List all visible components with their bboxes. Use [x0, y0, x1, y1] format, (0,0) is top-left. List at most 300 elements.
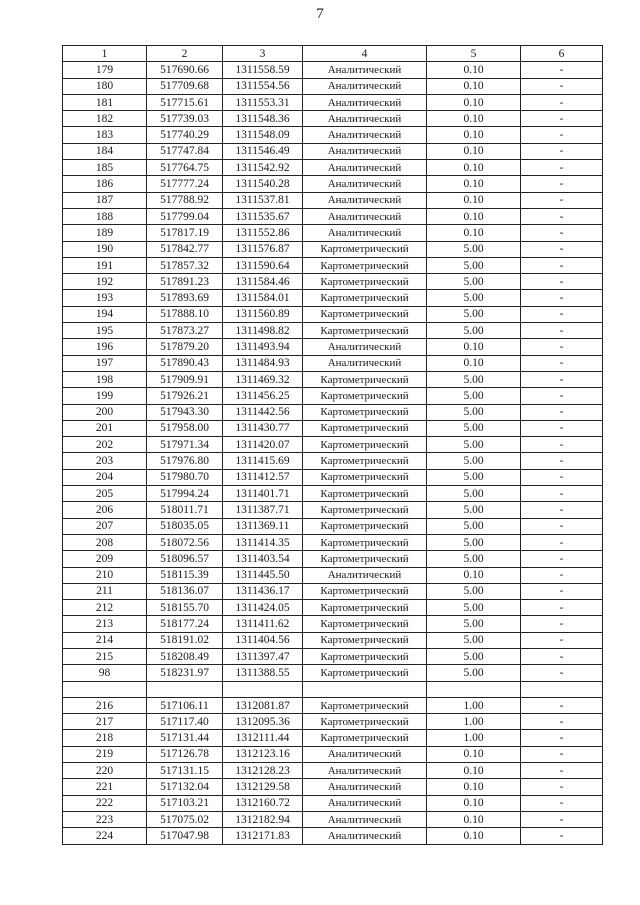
- accuracy-cell: [427, 681, 521, 697]
- y-coordinate-cell: 1311403.54: [223, 551, 303, 567]
- note-cell: -: [521, 160, 603, 176]
- note-cell: -: [521, 486, 603, 502]
- method-cell: Картометрический: [303, 323, 427, 339]
- accuracy-cell: 5.00: [427, 306, 521, 322]
- method-cell: Аналитический: [303, 143, 427, 159]
- y-coordinate-cell: 1311401.71: [223, 486, 303, 502]
- y-coordinate-cell: 1311404.56: [223, 632, 303, 648]
- table-row: [63, 176, 603, 192]
- note-cell: -: [521, 811, 603, 827]
- note-cell: -: [521, 616, 603, 632]
- table-row: [63, 779, 603, 795]
- table-row: [63, 795, 603, 811]
- table-row: [63, 306, 603, 322]
- point-number-cell: 200: [63, 404, 147, 420]
- point-number-cell: 210: [63, 567, 147, 583]
- note-cell: -: [521, 779, 603, 795]
- y-coordinate-cell: 1311456.25: [223, 388, 303, 404]
- table-row: [63, 746, 603, 762]
- table-row: [63, 420, 603, 436]
- table-row: [63, 225, 603, 241]
- point-number-cell: 180: [63, 78, 147, 94]
- table-row: [63, 583, 603, 599]
- accuracy-cell: 0.10: [427, 225, 521, 241]
- y-coordinate-cell: 1311369.11: [223, 518, 303, 534]
- accuracy-cell: 5.00: [427, 371, 521, 387]
- point-number-cell: 201: [63, 420, 147, 436]
- x-coordinate-cell: 517976.80: [147, 453, 223, 469]
- accuracy-cell: 5.00: [427, 600, 521, 616]
- point-number-cell: 207: [63, 518, 147, 534]
- accuracy-cell: 5.00: [427, 469, 521, 485]
- accuracy-cell: 0.10: [427, 192, 521, 208]
- y-coordinate-cell: 1311484.93: [223, 355, 303, 371]
- table-row: [63, 453, 603, 469]
- method-cell: Картометрический: [303, 290, 427, 306]
- note-cell: -: [521, 339, 603, 355]
- note-cell: -: [521, 62, 603, 78]
- table-row: [63, 551, 603, 567]
- method-cell: Картометрический: [303, 453, 427, 469]
- method-cell: Аналитический: [303, 795, 427, 811]
- x-coordinate-cell: 517047.98: [147, 828, 223, 844]
- method-cell: Картометрический: [303, 648, 427, 664]
- column-header: 6: [521, 46, 603, 62]
- x-coordinate-cell: 517799.04: [147, 208, 223, 224]
- x-coordinate-cell: 517888.10: [147, 306, 223, 322]
- method-cell: Аналитический: [303, 746, 427, 762]
- method-cell: Аналитический: [303, 176, 427, 192]
- y-coordinate-cell: 1311442.56: [223, 404, 303, 420]
- y-coordinate-cell: 1311548.36: [223, 111, 303, 127]
- note-cell: -: [521, 437, 603, 453]
- note-cell: -: [521, 208, 603, 224]
- table-row: [63, 404, 603, 420]
- note-cell: -: [521, 763, 603, 779]
- table-row: [63, 94, 603, 110]
- point-number-cell: 203: [63, 453, 147, 469]
- x-coordinate-cell: 517980.70: [147, 469, 223, 485]
- point-number-cell: [63, 681, 147, 697]
- note-cell: -: [521, 453, 603, 469]
- y-coordinate-cell: 1312128.23: [223, 763, 303, 779]
- method-cell: Картометрический: [303, 730, 427, 746]
- note-cell: -: [521, 632, 603, 648]
- y-coordinate-cell: 1311554.56: [223, 78, 303, 94]
- point-number-cell: 184: [63, 143, 147, 159]
- accuracy-cell: 0.10: [427, 339, 521, 355]
- accuracy-cell: 1.00: [427, 730, 521, 746]
- note-cell: -: [521, 420, 603, 436]
- note-cell: -: [521, 143, 603, 159]
- method-cell: Аналитический: [303, 828, 427, 844]
- method-cell: Картометрический: [303, 274, 427, 290]
- point-number-cell: 202: [63, 437, 147, 453]
- note-cell: -: [521, 746, 603, 762]
- point-number-cell: 197: [63, 355, 147, 371]
- point-number-cell: 190: [63, 241, 147, 257]
- accuracy-cell: 0.10: [427, 355, 521, 371]
- point-number-cell: 211: [63, 583, 147, 599]
- note-cell: -: [521, 600, 603, 616]
- method-cell: Картометрический: [303, 697, 427, 713]
- note-cell: -: [521, 94, 603, 110]
- y-coordinate-cell: [223, 681, 303, 697]
- point-number-cell: 219: [63, 746, 147, 762]
- note-cell: -: [521, 323, 603, 339]
- x-coordinate-cell: 517958.00: [147, 420, 223, 436]
- y-coordinate-cell: 1311387.71: [223, 502, 303, 518]
- table-row: [63, 143, 603, 159]
- accuracy-cell: 0.10: [427, 78, 521, 94]
- table-row: [63, 567, 603, 583]
- x-coordinate-cell: 517777.24: [147, 176, 223, 192]
- table-row: [63, 534, 603, 550]
- x-coordinate-cell: 517709.68: [147, 78, 223, 94]
- accuracy-cell: 5.00: [427, 437, 521, 453]
- y-coordinate-cell: 1311430.77: [223, 420, 303, 436]
- accuracy-cell: 0.10: [427, 94, 521, 110]
- point-number-cell: 204: [63, 469, 147, 485]
- note-cell: -: [521, 274, 603, 290]
- method-cell: Аналитический: [303, 94, 427, 110]
- point-number-cell: 216: [63, 697, 147, 713]
- note-cell: -: [521, 355, 603, 371]
- note-cell: -: [521, 567, 603, 583]
- table-row: [63, 518, 603, 534]
- x-coordinate-cell: 517893.69: [147, 290, 223, 306]
- point-number-cell: 214: [63, 632, 147, 648]
- method-cell: Картометрический: [303, 632, 427, 648]
- table-row: [63, 323, 603, 339]
- x-coordinate-cell: 517842.77: [147, 241, 223, 257]
- y-coordinate-cell: 1312081.87: [223, 697, 303, 713]
- accuracy-cell: 0.10: [427, 176, 521, 192]
- note-cell: -: [521, 257, 603, 273]
- x-coordinate-cell: 517873.27: [147, 323, 223, 339]
- point-number-cell: 206: [63, 502, 147, 518]
- accuracy-cell: 0.10: [427, 746, 521, 762]
- note-cell: -: [521, 551, 603, 567]
- y-coordinate-cell: 1311414.35: [223, 534, 303, 550]
- table-row: [63, 355, 603, 371]
- y-coordinate-cell: 1311412.57: [223, 469, 303, 485]
- point-number-cell: 193: [63, 290, 147, 306]
- point-number-cell: 185: [63, 160, 147, 176]
- accuracy-cell: 5.00: [427, 518, 521, 534]
- method-cell: Картометрический: [303, 583, 427, 599]
- point-number-cell: 199: [63, 388, 147, 404]
- point-number-cell: 186: [63, 176, 147, 192]
- note-cell: -: [521, 697, 603, 713]
- table-row: [63, 274, 603, 290]
- method-cell: Картометрический: [303, 420, 427, 436]
- point-number-cell: 198: [63, 371, 147, 387]
- x-coordinate-cell: 517817.19: [147, 225, 223, 241]
- table-row: [63, 697, 603, 713]
- note-cell: -: [521, 404, 603, 420]
- x-coordinate-cell: 517715.61: [147, 94, 223, 110]
- accuracy-cell: 0.10: [427, 160, 521, 176]
- y-coordinate-cell: 1311424.05: [223, 600, 303, 616]
- table-row: [63, 714, 603, 730]
- x-coordinate-cell: 517103.21: [147, 795, 223, 811]
- x-coordinate-cell: 517764.75: [147, 160, 223, 176]
- note-cell: -: [521, 534, 603, 550]
- y-coordinate-cell: 1311537.81: [223, 192, 303, 208]
- accuracy-cell: 0.10: [427, 62, 521, 78]
- x-coordinate-cell: 517857.32: [147, 257, 223, 273]
- accuracy-cell: 5.00: [427, 648, 521, 664]
- point-number-cell: 196: [63, 339, 147, 355]
- x-coordinate-cell: 518035.05: [147, 518, 223, 534]
- y-coordinate-cell: 1312095.36: [223, 714, 303, 730]
- point-number-cell: 209: [63, 551, 147, 567]
- column-header: 2: [147, 46, 223, 62]
- accuracy-cell: 0.10: [427, 127, 521, 143]
- y-coordinate-cell: 1311584.46: [223, 274, 303, 290]
- accuracy-cell: 5.00: [427, 323, 521, 339]
- note-cell: -: [521, 469, 603, 485]
- x-coordinate-cell: 517943.30: [147, 404, 223, 420]
- table-row: [63, 388, 603, 404]
- x-coordinate-cell: 517131.44: [147, 730, 223, 746]
- table-row: [63, 127, 603, 143]
- x-coordinate-cell: 517690.66: [147, 62, 223, 78]
- table-row: [63, 257, 603, 273]
- x-coordinate-cell: 517075.02: [147, 811, 223, 827]
- method-cell: Аналитический: [303, 62, 427, 78]
- note-cell: -: [521, 583, 603, 599]
- y-coordinate-cell: 1311540.28: [223, 176, 303, 192]
- method-cell: Аналитический: [303, 78, 427, 94]
- x-coordinate-cell: 518096.57: [147, 551, 223, 567]
- note-cell: -: [521, 795, 603, 811]
- table-row: [63, 811, 603, 827]
- accuracy-cell: 0.10: [427, 567, 521, 583]
- method-cell: Картометрический: [303, 241, 427, 257]
- y-coordinate-cell: 1312171.83: [223, 828, 303, 844]
- point-number-cell: 98: [63, 665, 147, 681]
- x-coordinate-cell: 517891.23: [147, 274, 223, 290]
- y-coordinate-cell: 1311397.47: [223, 648, 303, 664]
- note-cell: -: [521, 730, 603, 746]
- note-cell: -: [521, 518, 603, 534]
- note-cell: -: [521, 502, 603, 518]
- table-row: [63, 290, 603, 306]
- method-cell: Аналитический: [303, 779, 427, 795]
- y-coordinate-cell: 1311445.50: [223, 567, 303, 583]
- note-cell: -: [521, 648, 603, 664]
- y-coordinate-cell: 1312111.44: [223, 730, 303, 746]
- x-coordinate-cell: 518191.02: [147, 632, 223, 648]
- point-number-cell: 215: [63, 648, 147, 664]
- method-cell: Аналитический: [303, 225, 427, 241]
- table-row: [63, 681, 603, 697]
- method-cell: Картометрический: [303, 306, 427, 322]
- note-cell: -: [521, 665, 603, 681]
- method-cell: Аналитический: [303, 763, 427, 779]
- method-cell: Картометрический: [303, 551, 427, 567]
- table-row: [63, 208, 603, 224]
- table-row: [63, 469, 603, 485]
- accuracy-cell: 5.00: [427, 632, 521, 648]
- method-cell: Картометрический: [303, 502, 427, 518]
- y-coordinate-cell: 1311436.17: [223, 583, 303, 599]
- table-row: [63, 486, 603, 502]
- point-number-cell: 192: [63, 274, 147, 290]
- y-coordinate-cell: 1311590.64: [223, 257, 303, 273]
- method-cell: Картометрический: [303, 437, 427, 453]
- note-cell: [521, 681, 603, 697]
- y-coordinate-cell: 1311560.89: [223, 306, 303, 322]
- accuracy-cell: 0.10: [427, 795, 521, 811]
- table-row: [63, 730, 603, 746]
- method-cell: Аналитический: [303, 811, 427, 827]
- accuracy-cell: 1.00: [427, 714, 521, 730]
- point-number-cell: 213: [63, 616, 147, 632]
- method-cell: Картометрический: [303, 714, 427, 730]
- point-number-cell: 224: [63, 828, 147, 844]
- table-row: [63, 371, 603, 387]
- accuracy-cell: 0.10: [427, 763, 521, 779]
- table-row: [63, 62, 603, 78]
- note-cell: -: [521, 176, 603, 192]
- table-row: [63, 78, 603, 94]
- x-coordinate-cell: 517879.20: [147, 339, 223, 355]
- x-coordinate-cell: 518115.39: [147, 567, 223, 583]
- y-coordinate-cell: 1312182.94: [223, 811, 303, 827]
- method-cell: Аналитический: [303, 208, 427, 224]
- table-row: [63, 632, 603, 648]
- x-coordinate-cell: 517747.84: [147, 143, 223, 159]
- accuracy-cell: 5.00: [427, 665, 521, 681]
- accuracy-cell: 5.00: [427, 502, 521, 518]
- y-coordinate-cell: 1312160.72: [223, 795, 303, 811]
- point-number-cell: 223: [63, 811, 147, 827]
- x-coordinate-cell: [147, 681, 223, 697]
- table-row: [63, 600, 603, 616]
- note-cell: -: [521, 306, 603, 322]
- table-row: [63, 111, 603, 127]
- y-coordinate-cell: 1312129.58: [223, 779, 303, 795]
- x-coordinate-cell: 517890.43: [147, 355, 223, 371]
- accuracy-cell: 5.00: [427, 274, 521, 290]
- note-cell: -: [521, 714, 603, 730]
- point-number-cell: 220: [63, 763, 147, 779]
- point-number-cell: 187: [63, 192, 147, 208]
- coordinates-table: [62, 45, 603, 845]
- x-coordinate-cell: 517788.92: [147, 192, 223, 208]
- column-header: 4: [303, 46, 427, 62]
- x-coordinate-cell: 518231.97: [147, 665, 223, 681]
- accuracy-cell: 5.00: [427, 388, 521, 404]
- table-row: [63, 339, 603, 355]
- method-cell: Картометрический: [303, 469, 427, 485]
- x-coordinate-cell: 518011.71: [147, 502, 223, 518]
- accuracy-cell: 5.00: [427, 241, 521, 257]
- method-cell: Аналитический: [303, 567, 427, 583]
- method-cell: Аналитический: [303, 111, 427, 127]
- y-coordinate-cell: 1311546.49: [223, 143, 303, 159]
- method-cell: Картометрический: [303, 404, 427, 420]
- method-cell: Картометрический: [303, 371, 427, 387]
- column-header: 1: [63, 46, 147, 62]
- method-cell: Картометрический: [303, 665, 427, 681]
- note-cell: -: [521, 78, 603, 94]
- table-body: [63, 62, 603, 844]
- point-number-cell: 179: [63, 62, 147, 78]
- x-coordinate-cell: 517740.29: [147, 127, 223, 143]
- method-cell: Картометрический: [303, 616, 427, 632]
- point-number-cell: 188: [63, 208, 147, 224]
- y-coordinate-cell: 1311558.59: [223, 62, 303, 78]
- note-cell: -: [521, 127, 603, 143]
- point-number-cell: 191: [63, 257, 147, 273]
- table-row: [63, 160, 603, 176]
- method-cell: Аналитический: [303, 160, 427, 176]
- x-coordinate-cell: 518155.70: [147, 600, 223, 616]
- accuracy-cell: 0.10: [427, 143, 521, 159]
- point-number-cell: 182: [63, 111, 147, 127]
- accuracy-cell: 0.10: [427, 208, 521, 224]
- y-coordinate-cell: 1311553.31: [223, 94, 303, 110]
- accuracy-cell: 5.00: [427, 551, 521, 567]
- page-number: 7: [316, 6, 324, 22]
- accuracy-cell: 5.00: [427, 420, 521, 436]
- accuracy-cell: 1.00: [427, 697, 521, 713]
- point-number-cell: 194: [63, 306, 147, 322]
- x-coordinate-cell: 517926.21: [147, 388, 223, 404]
- y-coordinate-cell: 1311584.01: [223, 290, 303, 306]
- method-cell: [303, 681, 427, 697]
- table-row: [63, 502, 603, 518]
- point-number-cell: 221: [63, 779, 147, 795]
- y-coordinate-cell: 1311469.32: [223, 371, 303, 387]
- method-cell: Аналитический: [303, 127, 427, 143]
- x-coordinate-cell: 518177.24: [147, 616, 223, 632]
- method-cell: Картометрический: [303, 486, 427, 502]
- point-number-cell: 205: [63, 486, 147, 502]
- x-coordinate-cell: 517971.34: [147, 437, 223, 453]
- method-cell: Аналитический: [303, 339, 427, 355]
- y-coordinate-cell: 1311415.69: [223, 453, 303, 469]
- accuracy-cell: 5.00: [427, 583, 521, 599]
- point-number-cell: 212: [63, 600, 147, 616]
- method-cell: Картометрический: [303, 388, 427, 404]
- accuracy-cell: 0.10: [427, 779, 521, 795]
- note-cell: -: [521, 192, 603, 208]
- column-header: 3: [223, 46, 303, 62]
- note-cell: -: [521, 388, 603, 404]
- method-cell: Картометрический: [303, 257, 427, 273]
- y-coordinate-cell: 1311388.55: [223, 665, 303, 681]
- point-number-cell: 218: [63, 730, 147, 746]
- x-coordinate-cell: 517739.03: [147, 111, 223, 127]
- table-row: [63, 828, 603, 844]
- method-cell: Картометрический: [303, 518, 427, 534]
- note-cell: -: [521, 241, 603, 257]
- accuracy-cell: 0.10: [427, 828, 521, 844]
- y-coordinate-cell: 1312123.16: [223, 746, 303, 762]
- point-number-cell: 183: [63, 127, 147, 143]
- x-coordinate-cell: 517117.40: [147, 714, 223, 730]
- y-coordinate-cell: 1311420.07: [223, 437, 303, 453]
- method-cell: Аналитический: [303, 355, 427, 371]
- accuracy-cell: 0.10: [427, 811, 521, 827]
- y-coordinate-cell: 1311535.67: [223, 208, 303, 224]
- x-coordinate-cell: 517994.24: [147, 486, 223, 502]
